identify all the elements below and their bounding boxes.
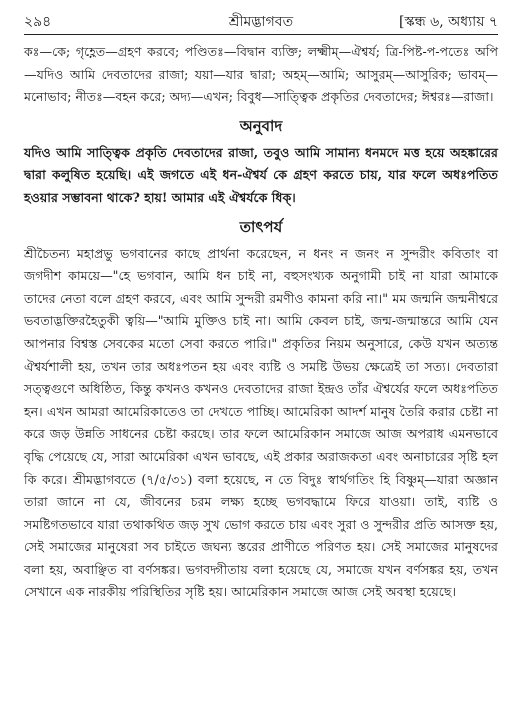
page-number: ২৯৪ [24, 14, 52, 30]
translation-text: যদিও আমি সাত্ত্বিক প্রকৃতি দেবতাদের রাজা, তবুও আমি সামান্য ধনমদে মত্ত হয়ে অহঙ্কারের দ্বারা কলুষিত হয়েছি। এই জগতে এই ধন-ঐশ্বর্য কে গ্রহণ করতে চায়, যার ফলে অধঃপতিত হওয়ার সম্ভাবনা থাকে? হায়! আমার এই ঐশ্বর্যকে ধিক্। [24, 144, 498, 205]
translation-paragraph [24, 142, 498, 210]
chapter-reference: [স্কন্ধ ৬, অধ্যায় ৭ [399, 14, 498, 30]
purport-heading: তাৎপর্য [239, 217, 283, 236]
book-page [24, 10, 498, 604]
header-rule [24, 34, 498, 35]
synonyms-text: কঃ—কে; গৃহ্ণেত—গ্রহণ করবে; পণ্ডিতঃ—বিদ্বান ব্যক্তি; লক্ষ্মীম্—ঐশ্বর্য; ত্রি-পিষ্ট-প-পতেঃ অপি—যদিও আমি দেবতাদের রাজা; যয়া—যার দ্বারা; অহম্—আমি; আসুরম্—আসুরিক; ভাবম্—মনোভাব; নীতঃ—বহন করে; অদ্য—এখন; বিবুধ—সাত্ত্বিক প্রকৃতির দেবতাদের; ঈশ্বরঃ—রাজা। [24, 44, 498, 105]
translation-heading: অনুবাদ [239, 116, 283, 135]
book-title: শ্রীমদ্ভাগবত [228, 14, 294, 30]
synonyms-paragraph [24, 41, 498, 109]
purport-paragraph [24, 243, 498, 605]
purport-text: শ্রীচৈতন্য মহাপ্রভু ভগবানের কাছে প্রার্থনা করেছেন, ন ধনং ন জনং ন সুন্দরীং কবিতাং বা জগদীশ কাময়ে—"হে ভগবান, আমি ধন চাই না, বহুসংখ্যক অনুগামী চাই না যারা আমাকে তাদের নেতা বলে গ্রহণ করবে, এবং আমি সুন্দরী রমণীও কামনা করি না।" মম জন্মনি জন্মনীশ্বরে ভবতাদ্ভক্তিরহৈতুকী ত্বয়ি—"আমি মুক্তিও চাই না। আমি কেবল চাই, জন্ম-জন্মান্তরে আমি যেন আপনার বিশ্বস্ত সেবকের মতো সেবা করতে পারি।" প্রকৃতির নিয়ম অনুসারে, কেউ যখন অত্যন্ত ঐশ্বর্যশালী হয়, তখন তার অধঃপতন হয় এবং ব্যষ্টি ও সমষ্টি উভয় ক্ষেত্রেই তা সত্য। দেবতারা সত্ত্বগুণে অধিষ্ঠিত, কিন্তু কখনও কখনও দেবতাদের রাজা ইন্দ্রও তাঁর ঐশ্বর্যের ফলে অধঃপতিত হন। এখন আমরা আমেরিকাতেও তা দেখতে পাচ্ছি। আমেরিকা আদর্শ মানুষ তৈরি করার চেষ্টা না করে জড় উন্নতি সাধনের চেষ্টা করছে। তার ফলে আমেরিকান সমাজে আজ অপরাধ এমনভাবে বৃদ্ধি পেয়েছে যে, সারা আমেরিকা এখন ভাবছে, এই প্রকার অরাজকতা এবং অনাচারের সৃষ্টি হল কি করে। শ্রীমদ্ভাগবতে (৭/৫/৩১) বলা হয়েছে, ন তে বিদুঃ স্বার্থগতিং হি বিষ্ণুম্—যারা অজ্ঞান তারা জানে না যে, জীবনের চরম লক্ষ্য হচ্ছে ভগবদ্ধামে ফিরে যাওয়া। তাই, ব্যষ্টি ও সমষ্টিগতভাবে যারা তথাকথিত জড় সুখ ভোগ করতে চায় এবং সুরা ও সুন্দরীর প্রতি আসক্ত হয়, সেই সমাজের মানুষেরা সব চাইতে জঘন্য স্তরের প্রাণীতে পরিণত হয়। সেই সমাজের মানুষদের বলা হয়, অবাঞ্ছিত বা বর্ণসঙ্কর। ভগবদ্গীতায় বলা হয়েছে যে, সমাজে যখন বর্ণসঙ্কর হয়, তখন সেখানে এক নারকীয় পরিস্থিতির সৃষ্টি হয়। আমেরিকান সমাজে আজ সেই অবস্থা হয়েছে। [24, 245, 498, 600]
running-header [24, 10, 498, 34]
